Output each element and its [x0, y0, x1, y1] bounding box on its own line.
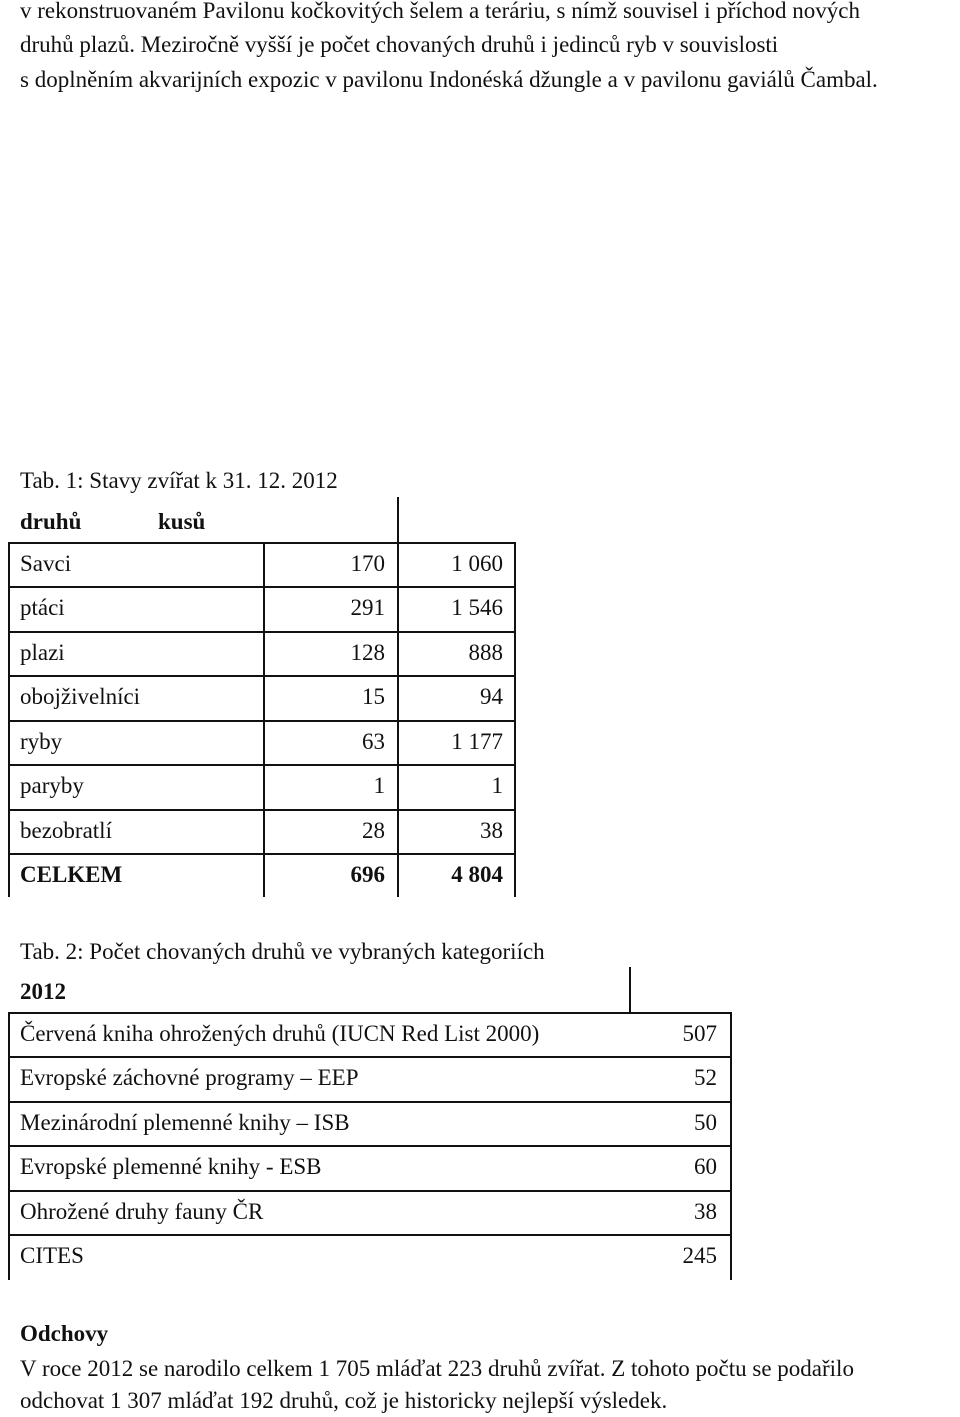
- row-label: Evropské záchovné programy – EEP: [20, 1065, 359, 1090]
- table-row: [8, 764, 516, 809]
- table-row: [8, 1145, 732, 1190]
- row-label: Ohrožené druhy fauny ČR: [20, 1199, 264, 1224]
- table-row: [8, 631, 516, 676]
- row-value: 245: [682, 1243, 717, 1268]
- individual-count: 1 060: [451, 551, 503, 576]
- intro-line-1: v rekonstruovaném Pavilonu kočkovitých šelem a teráriu, s nímž souvisel i příchod nových: [20, 0, 860, 23]
- table1-header-count: kusů: [158, 509, 206, 534]
- protected-species-table: [8, 967, 732, 1280]
- species-count: 170: [350, 551, 385, 576]
- individual-count: 1 177: [451, 729, 503, 754]
- table-row-total: [8, 853, 516, 898]
- row-value: 38: [694, 1199, 717, 1224]
- row-label: obojživelníci: [20, 684, 141, 709]
- intro-line-3: s doplněním akvarijních expozic v pavilonu Indonéská džungle a v pavilonu gaviálů Čambal.: [20, 67, 878, 92]
- row-value: 507: [682, 1021, 717, 1046]
- row-label: paryby: [20, 773, 84, 798]
- species-count: 15: [362, 684, 385, 709]
- table-row: [8, 1012, 732, 1057]
- row-label: plazi: [20, 640, 65, 665]
- individual-count: 1: [491, 773, 503, 798]
- table-row: [8, 675, 516, 720]
- table-row: [8, 809, 516, 854]
- species-count: 28: [362, 818, 385, 843]
- row-value: 52: [694, 1065, 717, 1090]
- table-row: [8, 1190, 732, 1235]
- intro-line-2: druhů plazů. Meziročně vyšší je počet chovaných druhů i jedinců ryb v souvislosti: [20, 32, 779, 57]
- individual-count: 888: [468, 640, 503, 665]
- table-row: [8, 720, 516, 765]
- odchovy-line-2: odchovat 1 307 mláďat 192 druhů, což je historicky nejlepší výsledek.: [20, 1388, 668, 1413]
- species-count: 63: [362, 729, 385, 754]
- table-row: [8, 1234, 732, 1279]
- odchovy-line-1: V roce 2012 se narodilo celkem 1 705 mláďat 223 druhů zvířat. Z tohoto počtu se podařilo: [20, 1356, 854, 1381]
- table-row: [8, 586, 516, 631]
- row-label: CITES: [20, 1243, 84, 1268]
- animal-stock-table: [8, 497, 516, 897]
- table-row: [8, 542, 516, 587]
- table2-divider: [629, 967, 631, 1012]
- row-label: Červená kniha ohrožených druhů (IUCN Red List 2000): [20, 1021, 540, 1046]
- species-count: 128: [350, 640, 385, 665]
- individual-count: 4 804: [451, 862, 503, 887]
- table-row: [8, 1056, 732, 1101]
- row-label: CELKEM: [20, 862, 123, 887]
- table1-caption: Tab. 1: Stavy zvířat k 31. 12. 2012: [20, 468, 338, 493]
- row-label: ptáci: [20, 595, 65, 620]
- row-label: Savci: [20, 551, 72, 576]
- species-count: 696: [350, 862, 385, 887]
- row-label: bezobratlí: [20, 818, 112, 843]
- row-label: Mezinárodní plemenné knihy – ISB: [20, 1110, 350, 1135]
- species-count: 291: [350, 595, 385, 620]
- table-row: [8, 1101, 732, 1146]
- row-value: 50: [694, 1110, 717, 1135]
- individual-count: 94: [480, 684, 503, 709]
- individual-count: 38: [480, 818, 503, 843]
- species-count: 1: [373, 773, 385, 798]
- row-label: ryby: [20, 729, 63, 754]
- table1-header-species: druhů: [20, 509, 82, 534]
- row-label: Evropské plemenné knihy - ESB: [20, 1154, 322, 1179]
- table2-caption: Tab. 2: Počet chovaných druhů ve vybraných kategoriích: [20, 939, 545, 964]
- section-heading-odchovy: Odchovy: [20, 1321, 109, 1346]
- row-value: 60: [694, 1154, 717, 1179]
- individual-count: 1 546: [451, 595, 503, 620]
- table2-header-year: 2012: [20, 979, 66, 1004]
